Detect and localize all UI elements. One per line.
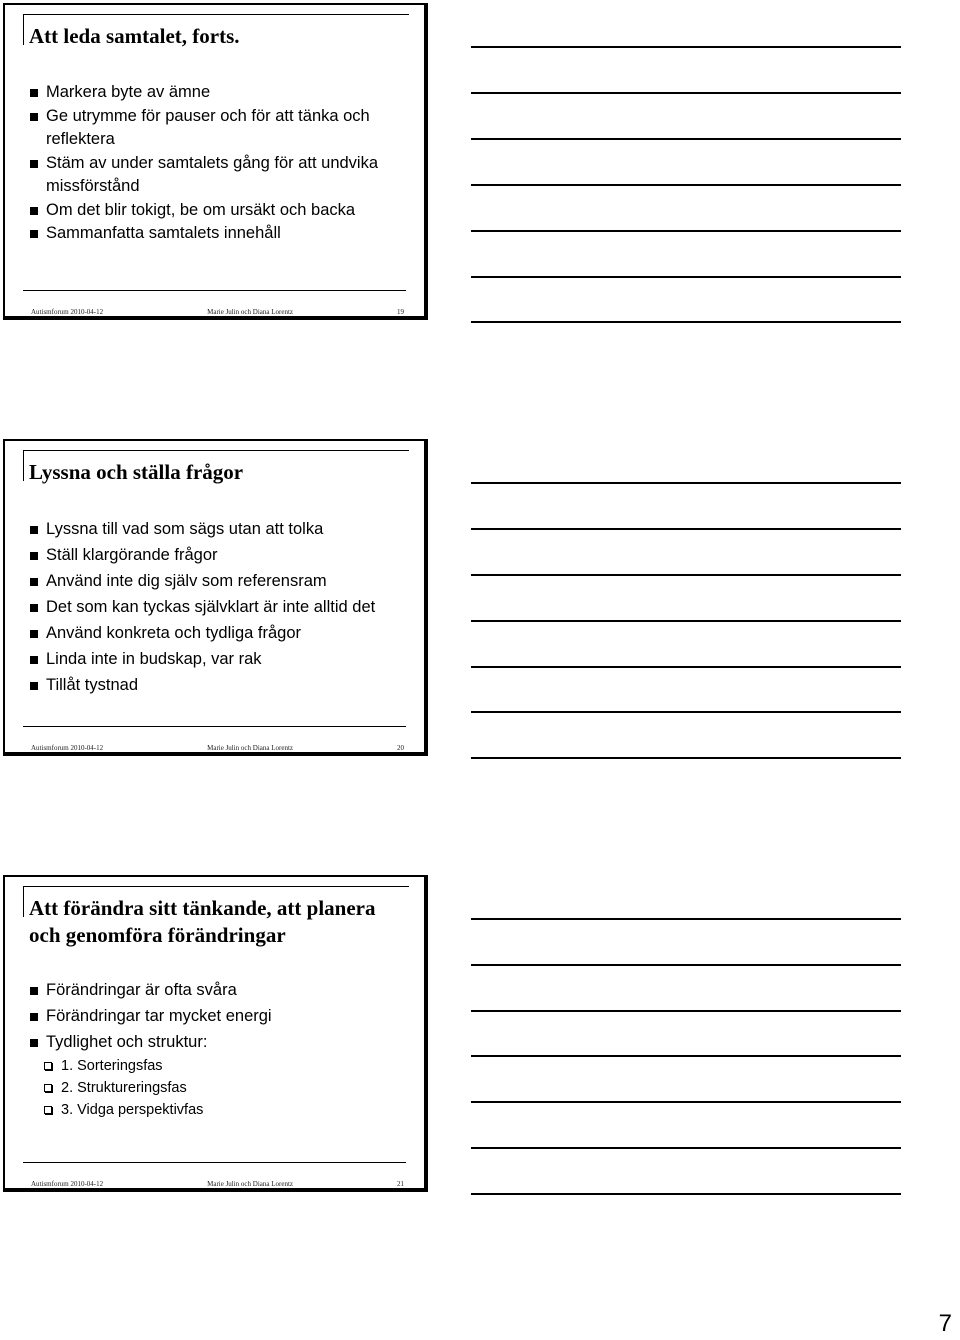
slide-footer [31,308,404,316]
list-item: Tydlighet och struktur: [27,1029,414,1055]
notes-line [471,46,901,48]
slide-title: Att leda samtalet, forts. [29,24,240,48]
notes-line [471,666,901,668]
square-bullet-icon [30,578,38,586]
notes-line [471,620,901,622]
list-item: Stäm av under samtalets gång för att undvika missförstånd [27,152,414,199]
notes-line [471,757,901,759]
hollow-square-bullet-icon [44,1106,52,1114]
notes-line [471,918,901,920]
notes-line [471,1147,901,1149]
footer-authors: Marie Julin och Diana Lorentz [207,308,294,316]
notes-line [471,138,901,140]
notes-line [471,1055,901,1057]
square-bullet-icon [30,1013,38,1021]
footer-event: Autismforum 2010-04-12 [31,744,104,752]
bullet-list [27,81,414,246]
slide-number: 21 [397,1180,404,1188]
footer-divider [23,726,406,727]
list-item: Tillåt tystnad [27,672,414,698]
slide-footer [31,744,404,752]
notes-line [471,184,901,186]
hollow-square-bullet-icon [44,1084,52,1092]
footer-event: Autismforum 2010-04-12 [31,1180,104,1188]
square-bullet-icon [30,113,38,121]
notes-line [471,711,901,713]
list-item: Sammanfatta samtalets innehåll [27,222,414,246]
square-bullet-icon [30,526,38,534]
slide-number: 19 [397,308,404,316]
list-item: Ge utrymme för pauser och för att tänka och reflektera [27,105,414,152]
list-item: Lyssna till vad som sägs utan att tolka [27,516,414,542]
footer-event: Autismforum 2010-04-12 [31,308,104,316]
list-item: Det som kan tyckas självklart är inte alltid det [27,594,414,620]
square-bullet-icon [30,207,38,215]
slide-title: Lyssna och ställa frågor [29,460,244,484]
square-bullet-icon [30,552,38,560]
list-item: Använd inte dig själv som referensram [27,568,414,594]
bullet-list [27,516,414,698]
list-item: Förändringar är ofta svåra [27,977,414,1003]
sub-list-item: 3. Vidga perspektivfas [27,1099,414,1121]
sub-list-item: 2. Struktureringsfas [27,1077,414,1099]
square-bullet-icon [30,230,38,238]
hollow-square-bullet-icon [44,1062,52,1070]
bullet-list [27,977,414,1121]
slide-19 [3,3,428,320]
sub-list-item: 1. Sorteringsfas [27,1055,414,1077]
notes-line [471,964,901,966]
square-bullet-icon [30,1039,38,1047]
footer-divider [23,290,406,291]
list-item: Linda inte in budskap, var rak [27,646,414,672]
list-item: Markera byte av ämne [27,81,414,105]
notes-line [471,92,901,94]
slide-title: Att förändra sitt tänkande, att planera och genomföra förändringar [29,896,376,947]
footer-authors: Marie Julin och Diana Lorentz [207,1180,294,1188]
slide-20 [3,439,428,756]
slide-number: 20 [397,744,404,752]
square-bullet-icon [30,630,38,638]
slide-footer [31,1180,404,1188]
notes-line [471,321,901,323]
list-item: Ställ klargörande frågor [27,542,414,568]
square-bullet-icon [30,89,38,97]
notes-line [471,276,901,278]
list-item: Förändringar tar mycket energi [27,1003,414,1029]
square-bullet-icon [30,656,38,664]
notes-line [471,1101,901,1103]
footer-divider [23,1162,406,1163]
footer-authors: Marie Julin och Diana Lorentz [207,744,294,752]
notes-line [471,482,901,484]
notes-line [471,1193,901,1195]
notes-line [471,528,901,530]
notes-line [471,574,901,576]
list-item: Använd konkreta och tydliga frågor [27,620,414,646]
slide-21 [3,875,428,1192]
square-bullet-icon [30,160,38,168]
list-item: Om det blir tokigt, be om ursäkt och backa [27,199,414,223]
square-bullet-icon [30,604,38,612]
square-bullet-icon [30,987,38,995]
page-number: 7 [938,1310,952,1337]
notes-line [471,1010,901,1012]
notes-line [471,230,901,232]
square-bullet-icon [30,682,38,690]
